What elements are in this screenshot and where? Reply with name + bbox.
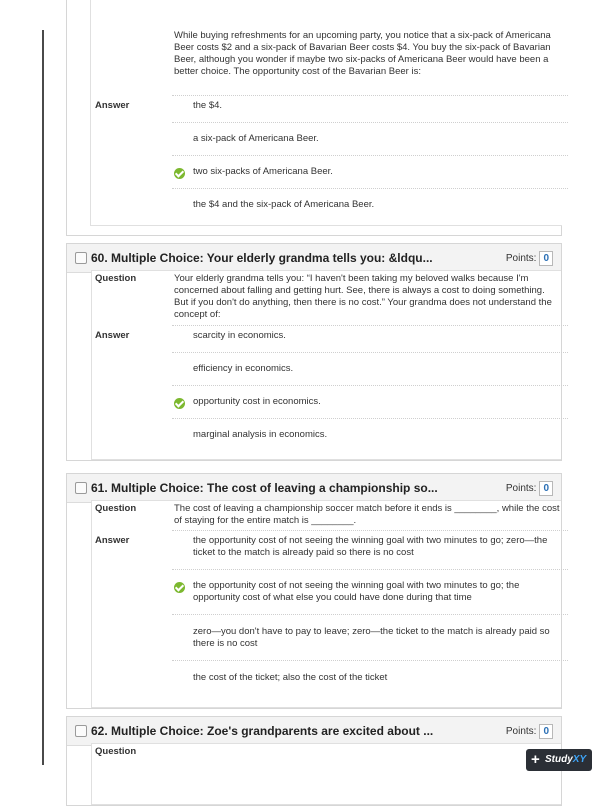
select-checkbox[interactable] <box>75 482 87 494</box>
points-display <box>506 724 553 739</box>
separator <box>172 325 568 326</box>
answer-option: the opportunity cost of not seeing the winning goal with two minutes to go; zero—the ticket to the match is already paid so there is no cost <box>193 535 548 558</box>
separator <box>172 155 568 156</box>
question-61-title: 61. Multiple Choice: The cost of leaving a championship so... <box>91 481 438 495</box>
answer-option: efficiency in economics. <box>193 363 294 374</box>
separator <box>172 614 568 615</box>
answer-option-correct: opportunity cost in economics. <box>193 396 321 407</box>
separator <box>172 352 568 353</box>
logo-text-main: Study <box>545 754 573 765</box>
answer-label: Answer <box>95 535 130 546</box>
separator <box>172 95 568 96</box>
question-60-text: Your elderly grandma tells you: “I haven't been taking my beloved walks because I'm concerned about falling and getting hurt. See, there is always a cost to doing something. But if you don't do anything, then there is no cost.” Your grandma does not understand the concept of: <box>174 273 552 320</box>
answer-label: Answer <box>95 100 130 111</box>
points-value: 0 <box>539 481 553 496</box>
points-value: 0 <box>539 251 553 266</box>
answer-option: marginal analysis in economics. <box>193 429 328 440</box>
correct-check-icon <box>174 582 185 593</box>
page-left-rule <box>42 30 44 765</box>
question-label: Question <box>95 503 137 514</box>
answer-option: the $4. <box>193 100 223 111</box>
answer-option: the cost of the ticket; also the cost of the ticket <box>193 672 388 683</box>
question-62-header <box>67 717 561 746</box>
answer-label: Answer <box>95 330 130 341</box>
question-59-text: While buying refreshments for an upcoming party, you notice that a six-pack of Americana Beer costs $2 and a six-pack of Bavarian Beer costs $4. You buy the six-pack of Bavarian Beer, although you wonder if maybe two six-packs of Americana Beer would have been a better choice. The opportunity cost of the Bavarian Beer is: <box>174 30 551 77</box>
question-label: Question <box>95 746 137 757</box>
studyxy-logo <box>526 749 592 771</box>
select-checkbox[interactable] <box>75 725 87 737</box>
answer-option-correct: two six-packs of Americana Beer. <box>193 166 333 177</box>
separator <box>172 569 568 570</box>
logo-text <box>545 754 586 765</box>
question-62-title: 62. Multiple Choice: Zoe's grandparents are excited about ... <box>91 724 434 738</box>
question-62-panel <box>66 716 562 806</box>
question-61-text: The cost of leaving a championship soccer match before it ends is ________, while the cost of staying for the entire match is ________. <box>174 503 560 526</box>
separator <box>172 530 568 531</box>
points-display <box>506 251 553 266</box>
question-61-header <box>67 474 561 503</box>
answer-option-correct: the opportunity cost of not seeing the winning goal with two minutes to go; the opportunity cost of what else you could have done during that time <box>193 580 520 603</box>
question-60-header <box>67 244 561 273</box>
separator <box>172 385 568 386</box>
question-60-title: 60. Multiple Choice: Your elderly grandma tells you: &ldqu... <box>91 251 433 265</box>
correct-check-icon <box>174 168 185 179</box>
separator <box>172 660 568 661</box>
answer-option: the $4 and the six-pack of Americana Beer. <box>193 199 375 210</box>
correct-check-icon <box>174 398 185 409</box>
answer-option: zero—you don't have to pay to leave; zero—the ticket to the match is already paid so there is no cost <box>193 626 550 649</box>
points-value: 0 <box>539 724 553 739</box>
answer-option: a six-pack of Americana Beer. <box>193 133 319 144</box>
points-display <box>506 481 553 496</box>
question-label: Question <box>95 273 137 284</box>
separator <box>172 188 568 189</box>
plus-icon: + <box>531 751 540 768</box>
separator <box>172 122 568 123</box>
logo-text-accent: XY <box>572 754 587 765</box>
answer-option: scarcity in economics. <box>193 330 286 341</box>
question-62-inner <box>91 743 561 805</box>
points-label: Points: <box>505 483 537 494</box>
points-label: Points: <box>505 726 537 737</box>
separator <box>172 418 568 419</box>
select-checkbox[interactable] <box>75 252 87 264</box>
points-label: Points: <box>505 253 537 264</box>
